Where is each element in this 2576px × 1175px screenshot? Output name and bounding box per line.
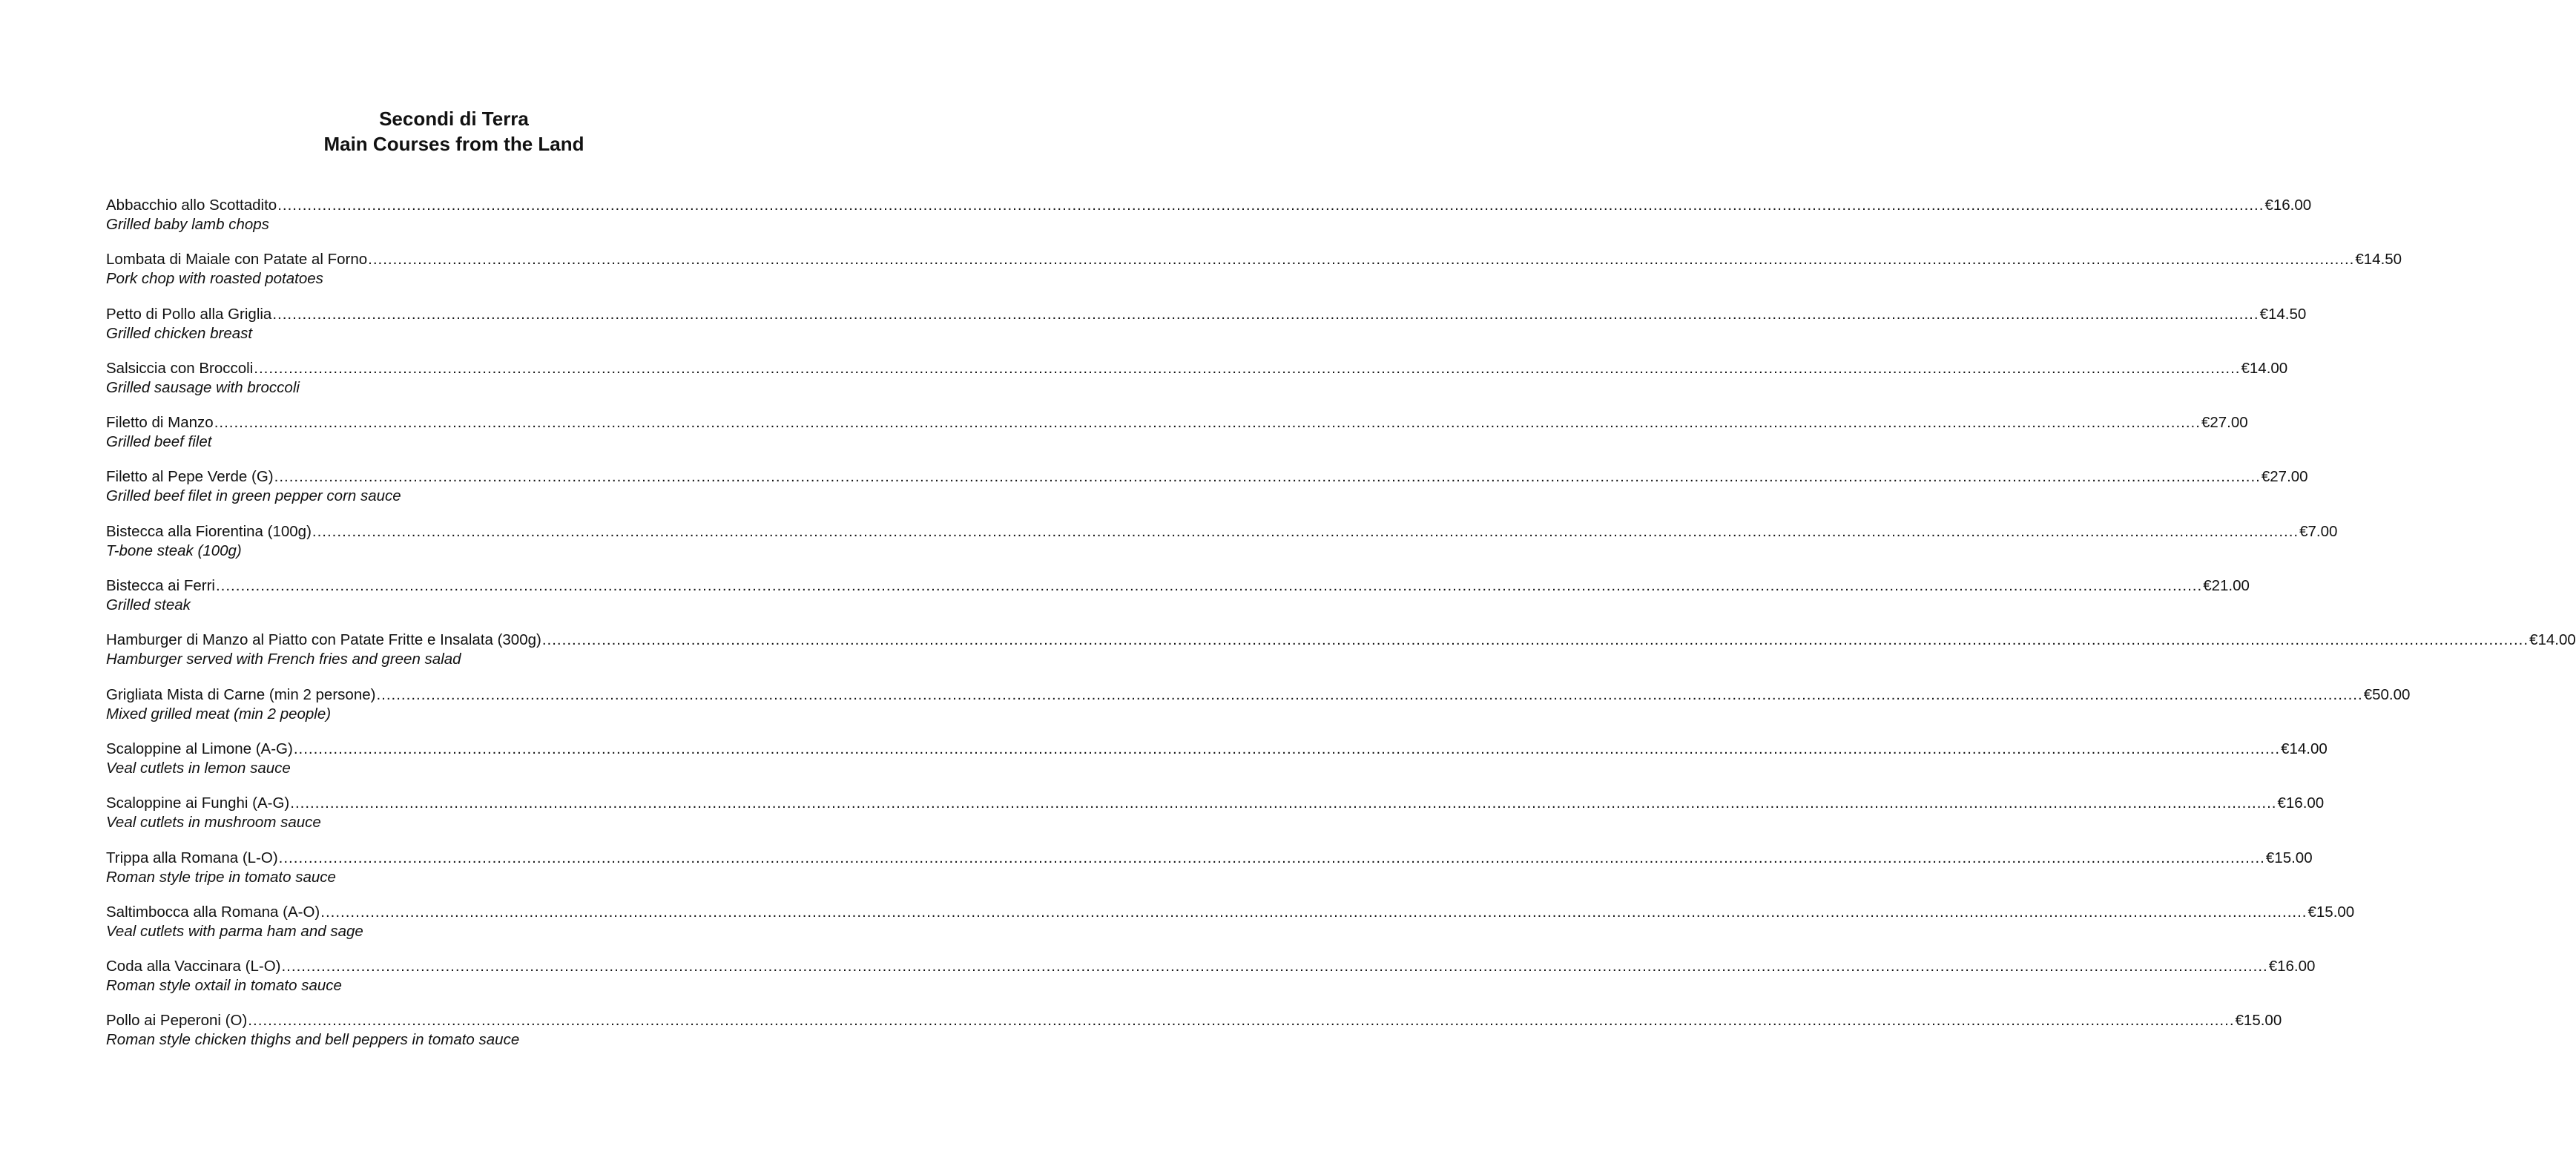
menu-item-price: €14.00 — [2241, 359, 2288, 377]
dot-leader: ................................................................................................................................................................................................................................................................................................................................................................................................................ — [541, 631, 2529, 649]
menu-item-price: €27.00 — [2261, 468, 2308, 486]
menu-item-price: €16.00 — [2277, 794, 2325, 812]
menu-item-price: €15.00 — [2307, 903, 2355, 921]
page-title-english: Main Courses from the Land — [323, 133, 584, 155]
menu-item — [106, 195, 2312, 249]
menu-item — [106, 685, 2411, 739]
menu-item — [106, 630, 2576, 684]
menu-item-description: Grilled steak — [106, 596, 191, 614]
menu-item-description: Mixed grilled meat (min 2 people) — [106, 705, 332, 723]
menu-item-line — [106, 412, 2248, 433]
menu-item-description: T-bone steak (100g) — [106, 542, 242, 559]
dot-leader: ................................................................................................................................................................................................................................................................................................................................................................................................................ — [376, 685, 2363, 703]
menu-item — [106, 521, 2338, 576]
menu-item-price: €15.00 — [2235, 1012, 2282, 1030]
menu-item — [106, 848, 2313, 902]
menu-item — [106, 793, 2325, 847]
menu-item-price: €14.00 — [2281, 740, 2328, 757]
menu-item-name: Hamburger di Manzo al Piatto con Patate Fritte e Insalata (300g) — [106, 631, 541, 649]
menu-item-name: Bistecca ai Ferri — [106, 577, 215, 595]
menu-item-description: Hamburger served with French fries and green salad — [106, 651, 461, 668]
menu-item-price: €21.00 — [2203, 577, 2250, 595]
menu-item-line — [106, 848, 2313, 869]
menu-item-description: Roman style chicken thighs and bell peppers in tomato sauce — [106, 1031, 520, 1049]
menu-item-name: Lombata di Maiale con Patate al Forno — [106, 251, 368, 269]
dot-leader: ................................................................................................................................................................................................................................................................................................................................................................................................................ — [293, 740, 2281, 757]
menu-item-description: Roman style tripe in tomato sauce — [106, 868, 336, 886]
menu-item-description: Veal cutlets in mushroom sauce — [106, 814, 321, 832]
menu-item-line — [106, 793, 2325, 814]
menu-item-description: Pork chop with roasted potatoes — [106, 270, 323, 288]
menu-item-line — [106, 956, 2316, 977]
menu-item-price: €7.00 — [2299, 522, 2338, 540]
menu-item-line — [106, 304, 2307, 325]
menu-item-line — [106, 249, 2402, 270]
menu-item-line — [106, 1010, 2282, 1031]
dot-leader: ................................................................................................................................................................................................................................................................................................................................................................................................................ — [320, 903, 2307, 921]
menu-item — [106, 739, 2328, 793]
menu-item — [106, 412, 2248, 467]
menu-item-description: Veal cutlets in lemon sauce — [106, 759, 291, 777]
menu-item-price: €14.50 — [2259, 305, 2307, 323]
menu-item-description: Grilled baby lamb chops — [106, 216, 269, 233]
menu-item-line — [106, 902, 2355, 923]
menu-item-price: €14.50 — [2355, 251, 2402, 269]
menu-item — [106, 576, 2250, 630]
menu-item-name: Bistecca alla Fiorentina (100g) — [106, 522, 312, 540]
dot-leader: ................................................................................................................................................................................................................................................................................................................................................................................................................ — [254, 359, 2241, 377]
menu-item — [106, 902, 2355, 956]
menu-header — [0, 106, 908, 157]
menu-list — [106, 195, 2576, 1065]
menu-item-description: Grilled beef filet — [106, 433, 212, 451]
menu-item-price: €16.00 — [2268, 958, 2316, 975]
menu-item-price: €50.00 — [2363, 685, 2411, 703]
menu-item-name: Filetto al Pepe Verde (G) — [106, 468, 274, 486]
menu-item-name: Trippa alla Romana (L-O) — [106, 849, 278, 866]
menu-item-price: €15.00 — [2265, 849, 2313, 866]
menu-item — [106, 358, 2288, 412]
menu-item — [106, 1010, 2282, 1064]
menu-item-line — [106, 739, 2328, 760]
menu-item-description: Veal cutlets with parma ham and sage — [106, 922, 363, 940]
menu-item-name: Filetto di Manzo — [106, 414, 214, 432]
menu-item-description: Grilled chicken breast — [106, 324, 253, 342]
menu-item-name: Abbacchio allo Scottadito — [106, 197, 277, 214]
menu-item-line — [106, 195, 2312, 216]
page-title-italian: Secondi di Terra — [379, 108, 529, 130]
dot-leader: ................................................................................................................................................................................................................................................................................................................................................................................................................ — [278, 849, 2265, 866]
menu-item-name: Scaloppine al Limone (A-G) — [106, 740, 293, 757]
menu-item-description: Roman style oxtail in tomato sauce — [106, 977, 342, 995]
dot-leader: ................................................................................................................................................................................................................................................................................................................................................................................................................ — [214, 414, 2201, 432]
dot-leader: ................................................................................................................................................................................................................................................................................................................................................................................................................ — [277, 197, 2264, 214]
menu-item-name: Petto di Pollo alla Griglia — [106, 305, 272, 323]
dot-leader: ................................................................................................................................................................................................................................................................................................................................................................................................................ — [281, 958, 2268, 975]
menu-item-price: €14.00 — [2529, 631, 2576, 649]
menu-item-name: Pollo ai Peperoni (O) — [106, 1012, 248, 1030]
dot-leader: ................................................................................................................................................................................................................................................................................................................................................................................................................ — [248, 1012, 2235, 1030]
menu-item-name: Scaloppine ai Funghi (A-G) — [106, 794, 290, 812]
menu-item-line — [106, 576, 2250, 596]
menu-item-price: €27.00 — [2201, 414, 2248, 432]
menu-item-line — [106, 521, 2338, 542]
menu-item-name: Grigliata Mista di Carne (min 2 persone) — [106, 685, 376, 703]
menu-item-line — [106, 358, 2288, 379]
menu-item-description: Grilled sausage with broccoli — [106, 378, 300, 396]
menu-item — [106, 956, 2316, 1010]
menu-item-line — [106, 685, 2411, 705]
menu-item — [106, 249, 2402, 303]
dot-leader: ................................................................................................................................................................................................................................................................................................................................................................................................................ — [312, 522, 2299, 540]
dot-leader: ................................................................................................................................................................................................................................................................................................................................................................................................................ — [215, 577, 2203, 595]
menu-item-name: Coda alla Vaccinara (L-O) — [106, 958, 281, 975]
dot-leader: ................................................................................................................................................................................................................................................................................................................................................................................................................ — [274, 468, 2261, 486]
dot-leader: ................................................................................................................................................................................................................................................................................................................................................................................................................ — [368, 251, 2355, 269]
menu-item-line — [106, 467, 2308, 487]
menu-item-name: Salsiccia con Broccoli — [106, 359, 254, 377]
dot-leader: ................................................................................................................................................................................................................................................................................................................................................................................................................ — [290, 794, 2277, 812]
dot-leader: ................................................................................................................................................................................................................................................................................................................................................................................................................ — [272, 305, 2259, 323]
menu-item — [106, 304, 2307, 358]
menu-item-line — [106, 630, 2576, 651]
menu-item-description: Grilled beef filet in green pepper corn sauce — [106, 487, 401, 505]
menu-item — [106, 467, 2308, 521]
menu-item-name: Saltimbocca alla Romana (A-O) — [106, 903, 320, 921]
menu-item-price: €16.00 — [2264, 197, 2312, 214]
